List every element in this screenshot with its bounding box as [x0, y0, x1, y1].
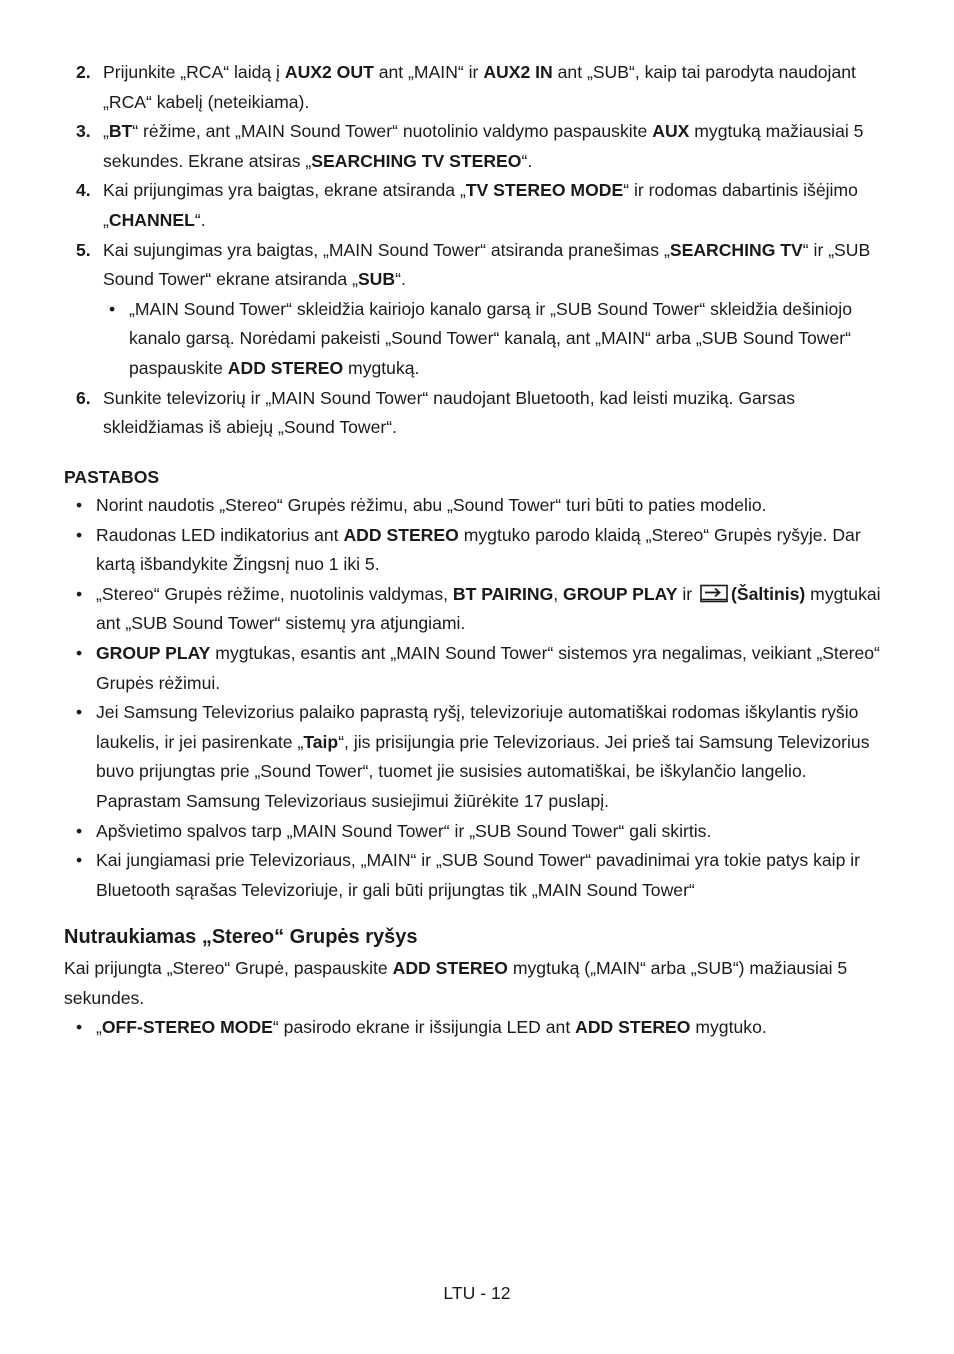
bold-term: OFF-STEREO MODE — [101, 1017, 273, 1037]
text-run: „ — [103, 121, 109, 142]
step-number: 3. — [76, 121, 91, 142]
bold-term: BT — [108, 121, 133, 142]
step-text — [103, 384, 891, 443]
bullet-marker: • — [76, 583, 83, 604]
bold-term: (Šaltinis) — [731, 583, 806, 604]
list-item — [76, 817, 891, 847]
text-run: ant „MAIN“ ir — [373, 62, 484, 82]
bold-term: SEARCHING TV — [669, 239, 803, 260]
bold-term: GROUP PLAY — [563, 583, 678, 604]
text-run: Sunkite televizorių ir „MAIN Sound Tower“ naudojant Bluetooth, kad leisti muziką. Garsas skleidžiamas iš abiejų „Sound Tower“. — [103, 387, 796, 438]
list-item — [76, 846, 891, 905]
text-run: “, jis prisijungia prie Televizoriaus. Jei prieš tai Samsung Televizorius buvo prijungtas prie „Sound Tower“, tuomet jie susisies automatiškai, be iškylančio langelio. Paprastam Samsung Televizoriaus susiejimui žiūrėkite 17 puslapį. — [96, 731, 870, 811]
list-item — [76, 698, 891, 816]
bold-term: AUX2 IN — [483, 62, 553, 82]
bullet-marker: • — [76, 524, 83, 545]
bold-term: ADD STEREO — [343, 524, 459, 545]
step-item — [76, 176, 891, 235]
text-run: mygtukai ant „SUB Sound Tower“ sistemų yra atjungiami. — [96, 583, 881, 634]
text-run: mygtuko. — [690, 1017, 767, 1037]
list-item — [76, 521, 891, 580]
step-number: 2. — [76, 62, 91, 82]
notes-title: PASTABOS — [64, 467, 160, 487]
bold-term: AUX2 OUT — [284, 62, 374, 82]
text-run: Raudonas LED indikatorius ant — [96, 524, 344, 545]
section-list — [76, 1013, 891, 1043]
step-item — [76, 58, 891, 117]
step-item — [76, 384, 891, 443]
bold-term: TV STEREO MODE — [465, 180, 624, 201]
text-run: Kai prijungimas yra baigtas, ekrane atsiranda „ — [103, 180, 466, 201]
text-run: Kai sujungimas yra baigtas, „MAIN Sound Tower“ atsiranda pranešimas „ — [103, 239, 670, 260]
section-intro — [64, 954, 864, 1013]
text-run: Norint naudotis „Stereo“ Grupės rėžimu, abu „Sound Tower“ turi būti to paties modelio. — [96, 495, 767, 515]
text-run: “. — [194, 209, 206, 230]
step-sub-list — [103, 295, 891, 384]
bullet-marker: • — [76, 1017, 83, 1037]
step-item — [76, 117, 891, 176]
list-item — [76, 491, 891, 521]
text-run: Jei Samsung Televizorius palaiko paprastą ryšį, televizoriuje automatiškai rodomas iškylantis ryšio laukelis, ir jei pasirenkate „ — [96, 702, 859, 752]
section-title: Nutraukiamas „Stereo“ Grupės ryšys — [64, 926, 418, 948]
text-run: mygtuką mažiausiai 5 sekundes. Ekrane atsiras „ — [103, 121, 864, 171]
text-run: “ ir rodomas dabartinis išėjimo „ — [103, 180, 858, 230]
text-run: Kai jungiamasi prie Televizoriaus, „MAIN“ ir „SUB Sound Tower“ pavadinimai yra tokie patys kaip ir Bluetooth sąrašas Televizoriuje, ir gali būti prijungtas tik „MAIN Sound Tower“ — [96, 850, 861, 900]
bold-term: AUX — [652, 121, 690, 142]
bullet-marker: • — [76, 495, 83, 515]
step-item — [76, 236, 891, 384]
text-run: Prijunkite „RCA“ laidą į — [103, 62, 285, 82]
text-run: „Stereo“ Grupės rėžime, nuotolinis valdymas, — [96, 583, 453, 604]
step-number: 4. — [76, 180, 91, 201]
list-item — [76, 1013, 891, 1043]
bold-term: Taip — [303, 731, 339, 752]
text-run: Apšvietimo spalvos tarp „MAIN Sound Tower“ ir „SUB Sound Tower“ gali skirtis. — [96, 820, 712, 841]
text-run: mygtuką. — [343, 357, 420, 378]
bold-term: SEARCHING TV STEREO — [311, 150, 522, 171]
text-run: „ — [96, 1017, 102, 1037]
bullet-marker: • — [109, 298, 116, 319]
text-run: “ pasirodo ekrane ir išsijungia LED ant — [272, 1017, 576, 1037]
text-run: mygtuko parodo klaidą „Stereo“ Grupės ryšyje. Dar kartą išbandykite Žingsnį nuo 1 iki 5. — [96, 524, 861, 575]
bullet-marker: • — [76, 850, 83, 871]
bold-term: ADD STEREO — [575, 1017, 691, 1037]
bold-term: SUB — [357, 269, 396, 290]
page-number: LTU - 12 — [443, 1283, 511, 1303]
bullet-marker: • — [76, 642, 83, 663]
text-run: “. — [521, 150, 533, 171]
step-text — [103, 236, 891, 295]
text-run: “. — [395, 269, 406, 290]
bold-term: ADD STEREO — [227, 357, 344, 378]
source-icon — [700, 584, 728, 603]
text-run: mygtuką („MAIN“ arba „SUB“) mažiausiai 5 sekundes. — [64, 958, 848, 1008]
list-item — [76, 580, 891, 639]
step-text — [103, 176, 891, 235]
step-number: 6. — [76, 387, 91, 408]
bullet-marker: • — [76, 820, 83, 841]
bold-term: BT PAIRING — [452, 583, 554, 604]
step-text — [103, 58, 891, 117]
bold-term: ADD STEREO — [392, 958, 508, 978]
notes-list — [76, 491, 891, 905]
steps-list — [76, 58, 891, 443]
text-run: ir — [677, 583, 697, 604]
bold-term: GROUP PLAY — [96, 642, 211, 663]
text-run: mygtukas, esantis ant „MAIN Sound Tower“ sistemos yra negalimas, veikiant „Stereo“ Grupės rėžimui. — [96, 642, 880, 693]
text-run: „MAIN Sound Tower“ skleidžia kairiojo kanalo garsą ir „SUB Sound Tower“ skleidžia dešiniojo kanalo garsą. Norėdami pakeisti „Sound Tower“ kanalą, ant „MAIN“ arba „SUB Sound Tower“ paspauskite — [129, 298, 852, 378]
text-run: ant „SUB“, kaip tai parodyta naudojant „RCA“ kabelį (neteikiama). — [103, 62, 856, 112]
bullet-marker: • — [76, 702, 83, 723]
text-run: “ ir „SUB Sound Tower“ ekrane atsiranda „ — [103, 239, 871, 290]
text-run: , — [553, 583, 564, 604]
bold-term: CHANNEL — [108, 209, 195, 230]
step-number: 5. — [76, 239, 91, 260]
step-text — [103, 117, 891, 176]
text-run: Kai prijungta „Stereo“ Grupė, paspauskite — [64, 958, 393, 978]
list-item — [76, 639, 891, 698]
step-sub-item — [103, 295, 891, 384]
text-run: “ rėžime, ant „MAIN Sound Tower“ nuotolinio valdymo paspauskite — [132, 121, 653, 142]
